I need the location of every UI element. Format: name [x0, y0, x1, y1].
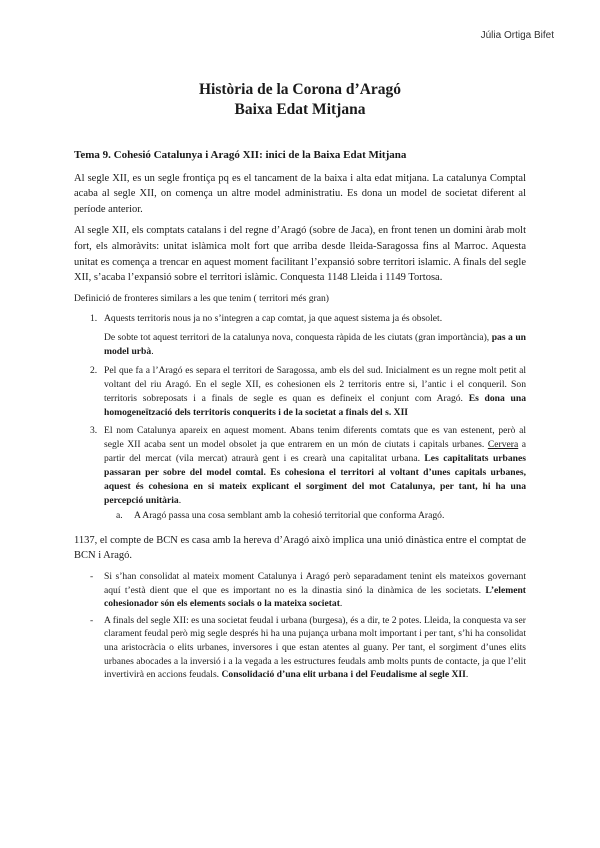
dash-bullet: -	[90, 570, 94, 582]
author-name: Júlia Ortiga Bifet	[480, 30, 554, 41]
bold-emphasis: Es dona una homogeneïtzació dels territoris conquerits i de la societat a finals del s. XII	[104, 392, 526, 418]
sub-list-item	[104, 509, 526, 523]
dash-list	[74, 570, 526, 682]
paragraph-3: 1137, el compte de BCN es casa amb la hereva d’Aragó això implica una unió dinàstica entre el comptat de BCN i Aragó.	[74, 534, 526, 562]
list-item-text: Pel que fa a l’Aragó es separa el territori de Saragossa, amb els del sud. Inicialment es un regne molt petit al voltant del riu Aragó. En el segle XII, es cohesionen els 2 territoris entre si, l’antic i el conqueril. Son territoris sobreposats i a finals de segle es quan es defineix el conjunt com Aragó.	[104, 364, 526, 404]
list-number: 1.	[90, 312, 98, 324]
section-heading: Tema 9. Cohesió Catalunya i Aragó XII: inici de la Baixa Edat Mitjana	[74, 149, 407, 161]
bold-emphasis: pas a un model urbà	[104, 331, 526, 357]
list-item	[74, 312, 526, 359]
list-item: 3. El nom Catalunya apareix en aquest moment. Abans tenim diferents comtats que es van estenent, però al segle XII acaba sent un model obsolet ja que entrarem en un món de ciutats i capitals urbanes. Cervera a partir del mercat (vila mercat) atraurà gent i es crearà una capitalitat urbana. Les capitalitats urbanes passaran per sobre del model comtal. Es cohesiona el territori al voltant d’unes capitals urbanes, aquest és cohesiona en si mateix explicant el sorgiment del mot Catalunya, per tant, hi ha una percepció unitària. a. A Aragó passa una cosa semblant amb la cohesió territorial que conforma Aragó.	[90, 424, 527, 521]
list-number: 2.	[90, 364, 98, 376]
dash-item: - Si s’han consolidat al mateix moment Catalunya i Aragó però separadament tenint els mateixos governant aquí t’està dient que el que es important no es la dinastia sinó la dinàmica de les societats. L’element cohesionador són els elements socials o la mateixa societat.	[90, 570, 526, 610]
title-block	[0, 80, 600, 120]
paragraph-1: Al segle XII, es un segle frontiça pq es el tancament de la baixa i alta edat mitjana. La catalunya Comptal acaba al segle XII, on comença un altre model administratiu. Es dona un model de societat diferent al període anterior.	[74, 172, 526, 215]
list-item-subtext: De sobte tot aquest territori de la catalunya nova, conquesta ràpida de les ciutats (gran importància), pas a un model urbà.	[104, 331, 526, 357]
list-number: 3.	[90, 424, 98, 436]
underlined-term: Cervera	[487, 438, 519, 450]
bold-emphasis: Les capitalitats urbanes passaran per sobre del model comtal. Es cohesiona el territori al voltant d’unes capitals urbanes, aquest és cohesiona en si mateix explicant el sorgiment del mot Catalunya, per tant, hi ha una percepció unitària	[104, 452, 527, 506]
definition-line: Definició de fronteres similars a les que tenim ( territori més gran)	[74, 292, 329, 304]
bold-emphasis: L’element cohesionador són els elements socials o la mateixa societat	[104, 584, 526, 610]
dash-bullet: -	[90, 614, 94, 626]
list-item	[74, 364, 526, 420]
numbered-list	[74, 312, 526, 523]
paragraph-2: Al segle XII, els comptats catalans i del regne d’Aragó (sobre de Jaca), en front tenen un domini àrab molt fort, els almoràvits: unitat islàmica molt fort que arriba desde lleida-Saragossa fins al Marroc. Aquesta unitat es comença a trencar en aquest moment facilitant l’expansió sobre territori islamic. A finals del segle XII, s’acaba l’expansió sobre el territori islàmic. Conquesta 1148 Lleida i 1149 Tortosa.	[74, 225, 526, 284]
sub-list-text: A Aragó passa una cosa semblant amb la cohesió territorial que conforma Aragó.	[134, 509, 445, 521]
bold-emphasis: Consolidació d’una elit urbana i del Feudalisme al segle XII	[221, 669, 466, 681]
dash-item: - A finals del segle XII: es una societat feudal i urbana (burgesa), és a dir, te 2 potes. Lleida, la conquesta va ser clarament feudal però mig segle després hi ha una pujança urbana molt important i per tant, s’hi ha consolidat una aristocràcia o elits urbanes, inversores i que estan atentes al guany. Per tant, el sorgiment d’unes elits urbanes abocades a la inversió i a la vegada a les estructures feudals amb molts punts de contacte, ja que l’elit invertivirà en accions feudals. Consolidació d’una elit urbana i del Feudalisme al segle XII.	[90, 614, 526, 681]
page-subtitle: Baixa Edat Mitjana	[234, 101, 366, 118]
list-item-text: Aquests territoris nous ja no s’integren a cap comtat, ja que aquest sistema ja és obsolet.	[104, 312, 443, 324]
sub-list-letter: a.	[116, 509, 123, 521]
document-body	[74, 148, 526, 685]
page-title: Història de la Corona d’Aragó	[198, 81, 402, 98]
